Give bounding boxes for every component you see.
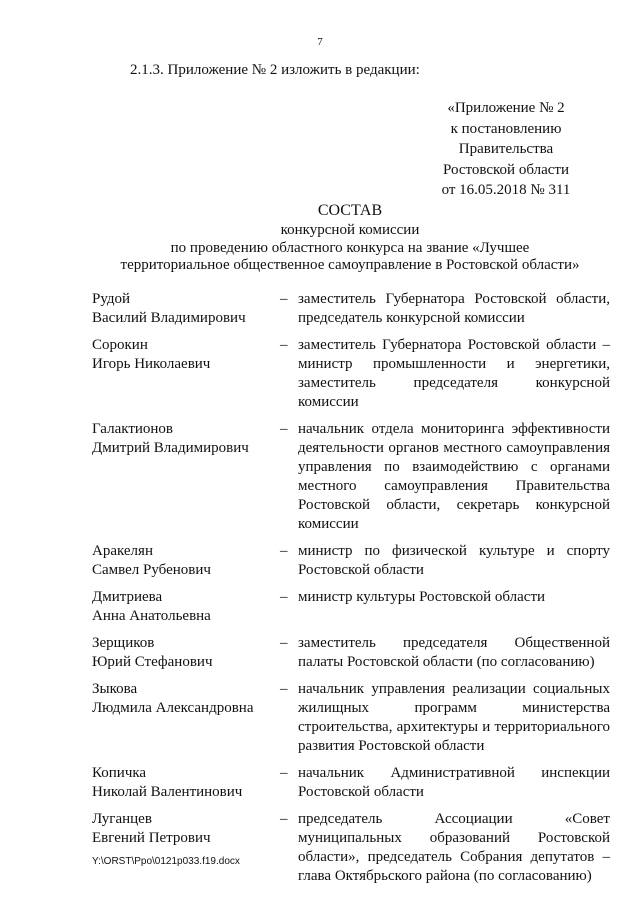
member-name [92, 542, 280, 580]
member-role-line: развития Ростовской области [298, 738, 485, 754]
member-role-line: Ростовской области, секретарь конкурсной [298, 497, 610, 513]
member-role-line: министр промышленности и энергетики, [298, 356, 610, 372]
member-role-line: Ростовской области [298, 784, 424, 800]
member-row [92, 634, 610, 672]
member-role-line: муниципальных образований Ростовской [298, 830, 610, 846]
heading-title: СОСТАВ [317, 202, 383, 219]
file-path-footer: Y:\ORST\Ppo\0121p033.f19.docx [92, 856, 240, 867]
member-role [298, 420, 610, 534]
dash-separator: – [280, 811, 288, 827]
member-name [92, 336, 280, 412]
member-given: Анна Анатольевна [92, 608, 211, 624]
member-role-line: строительства, архитектуры и территориального [298, 719, 610, 735]
member-row [92, 290, 610, 328]
member-surname: Галактионов [92, 421, 174, 437]
dash-separator: – [280, 543, 288, 559]
member-role-line: начальник отдела мониторинга эффективности [298, 421, 610, 437]
appendix-line: Правительства [458, 141, 554, 157]
member-role-line: комиссии [298, 516, 359, 532]
member-name [92, 680, 280, 756]
member-role-line: заместитель Губернатора Ростовской области, [298, 291, 610, 307]
member-name [92, 588, 280, 626]
dash-separator: – [280, 765, 288, 781]
heading-line: конкурсной комиссии [280, 222, 420, 238]
member-name [92, 634, 280, 672]
appendix-line: от 16.05.2018 № 311 [441, 182, 571, 198]
member-role-line: министр по физической культуре и спорту [298, 543, 610, 559]
appendix-line: Ростовской области [443, 161, 569, 178]
member-surname: Копичка [92, 765, 147, 781]
member-role-line: начальник управления реализации социальных [298, 681, 610, 697]
member-role-line: заместитель Губернатора Ростовской области – [298, 337, 610, 353]
member-name [92, 764, 280, 802]
member-given: Дмитрий Владимирович [92, 440, 249, 456]
member-given: Евгений Петрович [92, 830, 211, 846]
member-role [298, 336, 610, 412]
dash-separator: – [280, 635, 288, 651]
page-number: 7 [317, 36, 323, 48]
appendix-block [430, 98, 582, 201]
member-row [92, 588, 610, 626]
member-role-line: заместитель председателя конкурсной [298, 375, 610, 391]
member-role-line: Ростовской области [298, 562, 424, 578]
member-given: Игорь Николаевич [92, 356, 211, 372]
member-row [92, 420, 610, 534]
member-surname: Рудой [92, 291, 131, 307]
member-given: Людмила Александровна [92, 700, 254, 716]
member-role [298, 680, 610, 756]
member-row [92, 680, 610, 756]
member-role-line: начальник Административной инспекции [298, 765, 610, 781]
document-heading [0, 200, 640, 275]
member-role-line: деятельности органов местного самоуправления [298, 440, 610, 456]
member-given: Василий Владимирович [92, 310, 246, 326]
member-surname: Дмитриева [92, 589, 163, 605]
member-role [298, 810, 610, 886]
intro-paragraph: 2.1.3. Приложение № 2 изложить в редакции: [130, 62, 420, 78]
member-surname: Зерщиков [92, 635, 155, 651]
dash-separator: – [280, 337, 288, 353]
member-role [298, 764, 610, 802]
heading-line: территориальное общественное самоуправление в Ростовской области» [120, 257, 580, 273]
member-role-line: глава Октябрьского района (по согласованию) [298, 868, 592, 884]
dash-separator: – [280, 291, 288, 307]
member-surname: Аракелян [92, 543, 153, 559]
appendix-line: «Приложение № 2 [447, 100, 565, 116]
member-surname: Сорокин [92, 337, 148, 353]
member-role [298, 290, 610, 328]
member-surname: Зыкова [92, 681, 138, 697]
member-row [92, 542, 610, 580]
member-role-line: жилищных программ министерства [298, 700, 610, 716]
member-surname: Луганцев [92, 811, 152, 827]
dash-separator: – [280, 421, 288, 437]
member-row [92, 810, 610, 886]
member-role [298, 588, 610, 626]
member-role [298, 634, 610, 672]
member-role-line: министр культуры Ростовской области [298, 589, 546, 605]
member-given: Самвел Рубенович [92, 562, 211, 578]
member-given: Николай Валентинович [92, 784, 243, 800]
member-row [92, 764, 610, 802]
member-role-line: комиссии [298, 394, 359, 410]
commission-members-list [92, 290, 610, 894]
member-role-line: палаты Ростовской области (по согласованию) [298, 654, 595, 670]
dash-separator: – [280, 589, 288, 605]
member-role-line: области», председатель Собрания депутатов – [298, 849, 610, 865]
member-given: Юрий Стефанович [92, 654, 213, 670]
member-role-line: председатель Ассоциации «Совет [298, 811, 610, 827]
appendix-line: к постановлению [450, 120, 562, 137]
member-name [92, 420, 280, 534]
member-role [298, 542, 610, 580]
member-role-line: заместитель председателя Общественной [298, 635, 610, 651]
heading-line: по проведению областного конкурса на звание «Лучшее [170, 239, 530, 256]
member-role-line: местного самоуправления Правительства [298, 478, 610, 494]
member-name [92, 810, 280, 886]
member-role-line: управления по взаимодействию с органами [298, 459, 610, 475]
member-row [92, 336, 610, 412]
member-name [92, 290, 280, 328]
member-role-line: председатель конкурсной комиссии [298, 310, 525, 326]
dash-separator: – [280, 681, 288, 697]
